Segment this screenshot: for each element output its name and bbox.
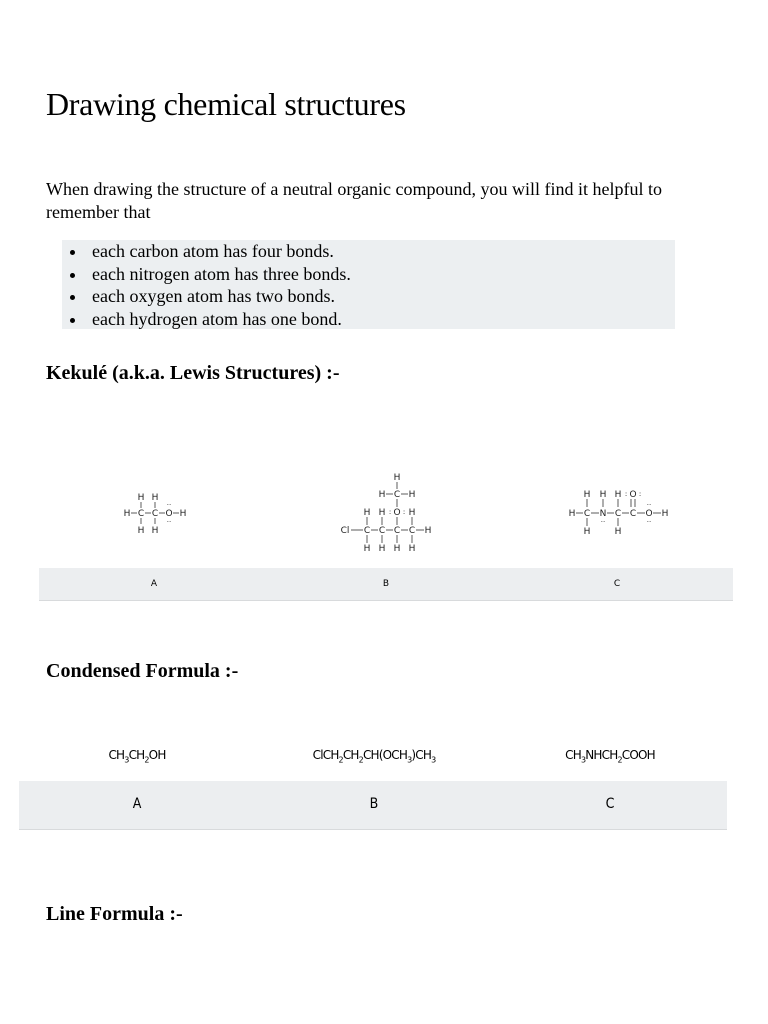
intro-paragraph: When drawing the structure of a neutral organic compound, you will find it helpful to remember that bbox=[46, 179, 663, 222]
svg-text::: : bbox=[638, 490, 642, 498]
svg-text:C: C bbox=[583, 509, 591, 519]
svg-text::: : bbox=[388, 508, 392, 516]
kekule-label-c: C bbox=[613, 579, 621, 589]
svg-text:··: ·· bbox=[646, 501, 652, 509]
svg-text:··: ·· bbox=[166, 501, 172, 509]
svg-text:H: H bbox=[583, 527, 591, 537]
svg-text:H: H bbox=[568, 509, 576, 519]
svg-text:O: O bbox=[393, 508, 401, 518]
svg-text:H: H bbox=[424, 526, 432, 536]
svg-text:H: H bbox=[393, 544, 401, 554]
svg-text:··: ·· bbox=[600, 518, 606, 526]
svg-text:H: H bbox=[137, 526, 145, 536]
svg-text:H: H bbox=[378, 490, 386, 500]
svg-text:C: C bbox=[363, 526, 371, 536]
list-item: each nitrogen atom has three bonds. bbox=[92, 263, 675, 286]
condensed-heading: Condensed Formula :- bbox=[46, 660, 239, 682]
svg-text:H: H bbox=[378, 544, 386, 554]
svg-text:H: H bbox=[408, 544, 416, 554]
svg-text:C: C bbox=[614, 509, 622, 519]
svg-text:O: O bbox=[645, 509, 653, 519]
svg-text:H: H bbox=[408, 508, 416, 518]
svg-text:C: C bbox=[408, 526, 416, 536]
svg-text:H: H bbox=[378, 508, 386, 518]
svg-text:H: H bbox=[137, 493, 145, 503]
condensed-label-c: C bbox=[605, 796, 615, 812]
svg-text:··: ·· bbox=[646, 518, 652, 526]
condensed-formula-b: $ClCH_2CH_2CH(OCH_3)CH_3$ bbox=[312, 748, 436, 765]
condensed-label-b: B bbox=[369, 796, 379, 812]
kekule-heading: Kekulé (a.k.a. Lewis Structures) :- bbox=[46, 362, 340, 384]
svg-text:H: H bbox=[151, 526, 159, 536]
svg-text:C: C bbox=[629, 509, 637, 519]
page-title: Drawing chemical structures bbox=[46, 86, 406, 122]
condensed-formula-c: $CH_3NHCH_2COOH$ bbox=[565, 748, 655, 765]
svg-text:H: H bbox=[363, 508, 371, 518]
svg-text:H: H bbox=[179, 509, 187, 519]
svg-text:H: H bbox=[599, 490, 607, 500]
svg-text:H: H bbox=[151, 493, 159, 503]
svg-text:C: C bbox=[137, 509, 145, 519]
svg-text:Cl: Cl bbox=[340, 526, 350, 536]
list-item: each carbon atom has four bonds. bbox=[92, 240, 675, 263]
svg-text:··: ·· bbox=[166, 518, 172, 526]
line-formula-heading: Line Formula :- bbox=[46, 903, 183, 925]
svg-text:C: C bbox=[151, 509, 159, 519]
structure-a bbox=[124, 493, 187, 536]
svg-text:H: H bbox=[583, 490, 591, 500]
kekule-label-b: B bbox=[382, 579, 390, 589]
condensed-formula-a: $CH_3CH_2OH$ bbox=[108, 748, 166, 765]
structure-b bbox=[341, 473, 432, 554]
list-item: each oxygen atom has two bonds. bbox=[92, 285, 675, 308]
svg-text:H: H bbox=[661, 509, 669, 519]
svg-text:H: H bbox=[614, 527, 622, 537]
svg-text:H: H bbox=[393, 473, 401, 483]
svg-text:O: O bbox=[629, 490, 637, 500]
svg-text::: : bbox=[624, 490, 628, 498]
svg-text:N: N bbox=[599, 509, 607, 519]
svg-text:H: H bbox=[408, 490, 416, 500]
svg-text:C: C bbox=[393, 526, 401, 536]
svg-text:C: C bbox=[378, 526, 386, 536]
svg-text:O: O bbox=[165, 509, 173, 519]
kekule-label-a: A bbox=[150, 579, 158, 589]
list-item: each hydrogen atom has one bond. bbox=[92, 308, 675, 331]
svg-text:C: C bbox=[393, 490, 401, 500]
svg-text:H: H bbox=[363, 544, 371, 554]
svg-text:H: H bbox=[123, 509, 131, 519]
condensed-label-a: A bbox=[132, 796, 142, 812]
structure-c bbox=[569, 490, 669, 537]
svg-text::: : bbox=[402, 508, 406, 516]
svg-text:H: H bbox=[614, 490, 622, 500]
